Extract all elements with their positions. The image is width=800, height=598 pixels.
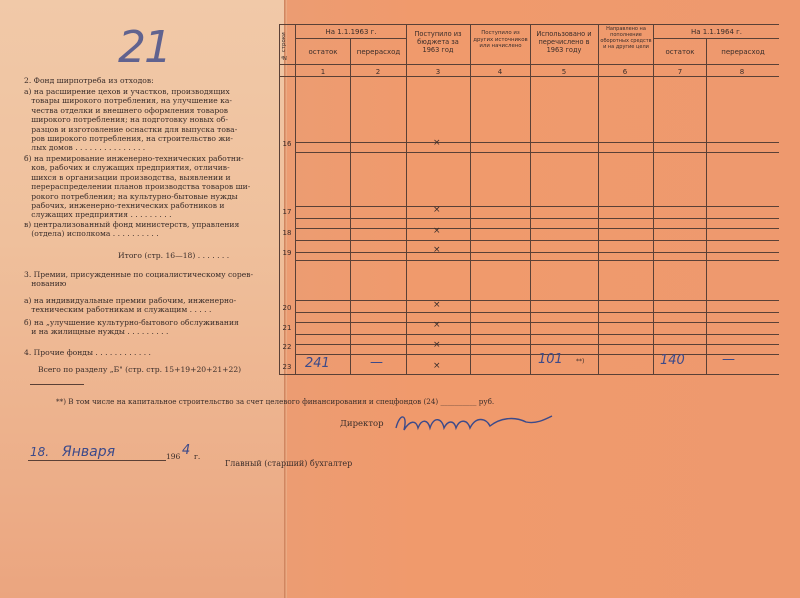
grid-line (295, 152, 779, 153)
row-all-text: Всего по разделу „Б" (стр. стр. 15+19+20+21+22) (38, 365, 242, 374)
date-year-prefix: 196 (166, 452, 181, 461)
column-number: 2 (375, 68, 381, 76)
grid-line (295, 312, 779, 313)
grid-line (295, 252, 779, 253)
grid-line (295, 344, 779, 345)
row-2b-text: б) на премирование инженерно-технических работни- ков, рабочих и служащих предприятия, отличив- шихся в организации производства, выявлении и перераспределении планов производства товаров ши- рокого потребления; на культурно-бытовые нужды рабочих, инженерно-технических работников и служащих предприятия . . . . . . . . . (24, 154, 251, 220)
director-signature (390, 410, 560, 438)
column-number: 8 (739, 68, 745, 76)
cross-mark: × (433, 245, 441, 255)
grid-line (295, 334, 779, 335)
column-number: 6 (622, 68, 628, 76)
value-col1-total: 241 (305, 356, 330, 371)
value-col8-total: — (722, 352, 735, 367)
grid-line (279, 64, 779, 65)
column-number: 3 (435, 68, 441, 76)
row-2a-line-no: 16 (282, 140, 292, 148)
row-3a-line-no: 20 (282, 304, 292, 312)
row-total-line-no: 19 (282, 249, 292, 257)
column-number: 7 (677, 68, 683, 76)
row-total-text: Итого (стр. 16—18) . . . . . . . (118, 251, 230, 260)
grid-line (295, 260, 779, 261)
grid-line (295, 218, 779, 219)
header-transferred: Направлено на пополнение оборотных средств и на другие цели (600, 26, 652, 50)
cross-mark: × (433, 300, 441, 310)
value-col2-total: — (370, 355, 383, 370)
grid-line (295, 228, 779, 229)
row-2c-text: в) централизованный фонд министерств, управления (отдела) исполкома . . . . . . . . . . (24, 220, 240, 239)
header-start-overspend: перерасход (356, 48, 401, 56)
row-4-text: 4. Прочие фонды . . . . . . . . . . . . (24, 348, 151, 357)
row-3a-text: а) на индивидуальные премии рабочим, инженерно- техническим работникам и служащим . . . . . (24, 296, 237, 315)
grid-line (295, 38, 406, 39)
header-line-no: № строки (281, 32, 287, 60)
header-from-budget: Поступило из бюджета за 1963 год (414, 30, 462, 54)
header-other-sources: Поступило из других источников или начислено (473, 30, 528, 50)
column-number: 5 (561, 68, 567, 76)
date-rule (28, 460, 166, 461)
value-col5-mark: **) (576, 358, 585, 365)
cross-mark: × (433, 320, 441, 330)
grid-line (295, 300, 779, 301)
row-2c-line-no: 18 (282, 229, 292, 237)
column-number: 1 (320, 68, 326, 76)
grid-line (279, 374, 779, 375)
row-2-title: 2. Фонд ширпотреба из отходов: (24, 76, 154, 85)
grid-line (653, 38, 779, 39)
grid-line (295, 322, 779, 323)
header-start-remainder: остаток (308, 48, 338, 56)
grid-line (295, 240, 779, 241)
header-used: Использовано и перечислено в 1963 году (536, 30, 592, 54)
date-year-suffix: 4 (182, 443, 191, 458)
footnote-rule (30, 384, 84, 385)
director-label: Директор (340, 419, 384, 429)
date-month: Января (62, 444, 116, 460)
value-col7-total: 140 (660, 353, 685, 368)
date-day: 18. (30, 445, 50, 459)
paper-fold (284, 0, 287, 598)
row-3-title: 3. Премии, присужденные по социалистическому сорев- нованию (24, 270, 254, 289)
grid-line (279, 24, 779, 25)
row-4-line-no: 22 (282, 343, 292, 351)
header-start-group: На 1.1.1963 г. (325, 28, 377, 36)
footnote: **) В том числе на капитальное строительство за счет целевого финансирования и спецфондов (24) __________ руб. (56, 397, 495, 406)
cross-mark: × (433, 361, 441, 371)
row-3b-line-no: 21 (282, 324, 292, 332)
row-2b-line-no: 17 (282, 208, 292, 216)
grid-line (295, 142, 779, 143)
header-end-overspend: перерасход (721, 48, 765, 56)
cross-mark: × (433, 340, 441, 350)
date-g: г. (194, 452, 201, 461)
grid-line (295, 206, 779, 207)
row-3b-text: б) на „улучшение культурно-бытового обслуживания и на жилищные нужды . . . . . . . . . (24, 318, 239, 337)
value-col5-total: 101 (538, 352, 563, 367)
row-2a-text: а) на расширение цехов и участков, производящих товары широкого потребления, на улучшение ка- чества отделки и внешнего оформления товаров широкого потребления; на подготовку новых об- разцов и изготовление оснастки для выпуска това- ров широкого потребления, на строительство жи- лых домов . . . . . . . . . . . . . . . (24, 87, 238, 153)
chief-accountant-label: Главный (старший) бухгалтер (225, 459, 353, 468)
grid-line (295, 354, 779, 355)
cross-mark: × (433, 205, 441, 215)
header-end-group: На 1.1.1964 г. (690, 28, 743, 36)
header-end-remainder: остаток (665, 48, 695, 56)
row-all-line-no: 23 (282, 363, 292, 371)
cross-mark: × (433, 226, 441, 236)
handwritten-page-number: 21 (118, 22, 170, 73)
grid-line (279, 76, 779, 77)
column-number: 4 (497, 68, 503, 76)
cross-mark: × (433, 138, 441, 148)
